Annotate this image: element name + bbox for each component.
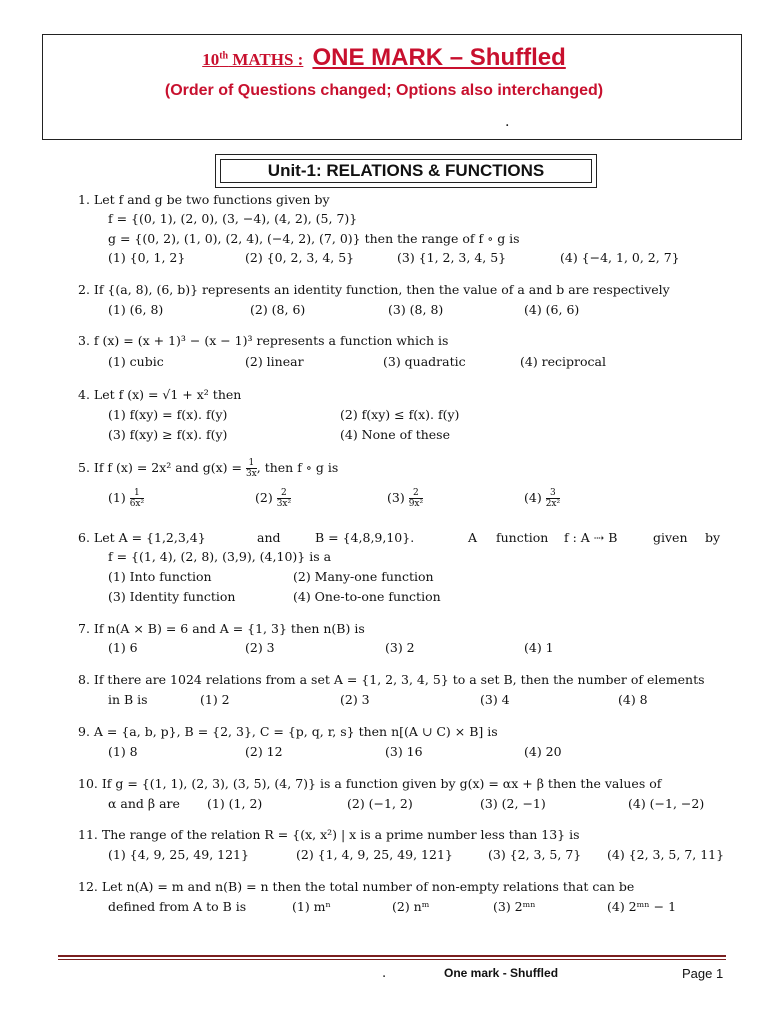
question-7-option-2: (2) 3 <box>245 640 275 655</box>
question-6-stem-f: f : A ⇢ B <box>564 530 618 545</box>
question-3-stem: 3. f (x) = (x + 1)³ − (x − 1)³ represents a function which is <box>78 333 449 348</box>
question-5-stem: 5. If f (x) = 2x² and g(x) = $\frac{1}{3x}$ , then f ∘ g is <box>78 458 339 479</box>
question-6-option-2: (2) Many-one function <box>293 569 434 584</box>
question-3-option-2: (2) linear <box>245 354 304 369</box>
question-4-option-4: (4) None of these <box>340 427 450 442</box>
question-1-stem: 1. Let f and g be two functions given by <box>78 192 330 207</box>
question-5-option-1: (1) $\frac{1}{\text{6x²}}$ <box>108 488 145 509</box>
question-6-stem-c: B = {4,8,9,10}. <box>315 530 415 545</box>
question-10-option-3: (3) (2, −1) <box>480 796 546 811</box>
question-6-stem-a: 6. Let A = {1,2,3,4} <box>78 530 206 545</box>
question-3-option-1: (1) cubic <box>108 354 164 369</box>
question-8-option-3: (3) 4 <box>480 692 510 707</box>
question-7-option-4: (4) 1 <box>524 640 554 655</box>
question-4-option-1: (1) f(xy) = f(x). f(y) <box>108 407 228 422</box>
question-12-option-1: (1) mⁿ <box>292 899 331 914</box>
question-4-option-2: (2) f(xy) ≤ f(x). f(y) <box>340 407 460 422</box>
question-1-option-2: (2) {0, 2, 3, 4, 5} <box>245 250 355 265</box>
footer-title: One mark - Shuffled <box>444 966 559 980</box>
question-6-option-4: (4) One-to-one function <box>293 589 441 604</box>
question-11-option-4: (4) {2, 3, 5, 7, 11} <box>607 847 725 862</box>
question-11-option-3: (3) {2, 3, 5, 7} <box>488 847 582 862</box>
footer-dot: . <box>382 966 387 981</box>
question-3-option-4: (4) reciprocal <box>520 354 607 369</box>
question-11-option-1: (1) {4, 9, 25, 49, 121} <box>108 847 249 862</box>
page-number: Page 1 <box>682 966 724 981</box>
question-4-option-3: (3) f(xy) ≥ f(x). f(y) <box>108 427 228 442</box>
footer-rule-thick <box>58 955 726 957</box>
question-9-option-2: (2) 12 <box>245 744 283 759</box>
question-6-stem-e: function <box>496 530 549 545</box>
question-1-line-f: f = {(0, 1), (2, 0), (3, −4), (4, 2), (5, 7)} <box>108 211 358 226</box>
question-1-line-g: g = {(0, 2), (1, 0), (2, 4), (−4, 2), (7, 0)} then the range of f ∘ g is <box>108 231 520 246</box>
question-6-option-1: (1) Into function <box>108 569 212 584</box>
question-9-option-1: (1) 8 <box>108 744 138 759</box>
question-5-option-2: (2) $\frac{2}{\text{3x²}}$ <box>255 488 292 509</box>
question-1-option-3: (3) {1, 2, 3, 4, 5} <box>397 250 507 265</box>
question-6-stem-g: given <box>653 530 688 545</box>
header-dot: . <box>505 114 510 130</box>
question-2-option-2: (2) (8, 6) <box>250 302 306 317</box>
question-10-stem: 10. If g = {(1, 1), (2, 3), (3, 5), (4, 7)} is a function given by g(x) = αx + β then the values of <box>78 776 662 791</box>
question-12-stem: 12. Let n(A) = m and n(B) = n then the total number of non-empty relations that can be <box>78 879 635 894</box>
question-6-stem-b: and <box>257 530 281 545</box>
question-12-option-4: (4) 2ᵐⁿ − 1 <box>607 899 677 914</box>
question-12-line-2: defined from A to B is <box>108 899 247 914</box>
question-11-stem: 11. The range of the relation R = {(x, x²) | x is a prime number less than 13} is <box>78 827 580 842</box>
question-6-line-2: f = {(1, 4), (2, 8), (3,9), (4,10)} is a <box>108 549 332 564</box>
question-8-stem: 8. If there are 1024 relations from a set A = {1, 2, 3, 4, 5} to a set B, then the number of elements <box>78 672 705 687</box>
question-1-option-4: (4) {−4, 1, 0, 2, 7} <box>560 250 680 265</box>
question-8-option-2: (2) 3 <box>340 692 370 707</box>
question-2-option-1: (1) (6, 8) <box>108 302 164 317</box>
question-5-option-4: (4) $\frac{3}{\text{2x²}}$ <box>524 488 561 509</box>
question-1-option-1: (1) {0, 1, 2} <box>108 250 186 265</box>
question-2-option-3: (3) (8, 8) <box>388 302 444 317</box>
question-9-stem: 9. A = {a, b, p}, B = {2, 3}, C = {p, q, r, s} then n[(A ∪ C) × B] is <box>78 724 498 739</box>
question-2-stem: 2. If {(a, 8), (6, b)} represents an identity function, then the value of a and b are respectively <box>78 282 670 297</box>
unit-heading: Unit-1: RELATIONS & FUNCTIONS <box>220 159 592 183</box>
question-2-option-4: (4) (6, 6) <box>524 302 580 317</box>
question-3-option-3: (3) quadratic <box>383 354 466 369</box>
question-6-option-3: (3) Identity function <box>108 589 236 604</box>
question-11-option-2: (2) {1, 4, 9, 25, 49, 121} <box>296 847 453 862</box>
question-12-option-2: (2) nᵐ <box>392 899 430 914</box>
page-subtitle: (Order of Questions changed; Options also interchanged) <box>164 82 604 99</box>
question-10-line-2: α and β are <box>108 796 180 811</box>
question-5-stem-fraction: $\frac{1}{3x}$ <box>245 458 257 479</box>
question-10-option-1: (1) (1, 2) <box>207 796 263 811</box>
question-8-line-2: in B is <box>108 692 148 707</box>
question-10-option-4: (4) (−1, −2) <box>628 796 705 811</box>
question-7-stem: 7. If n(A × B) = 6 and A = {1, 3} then n(B) is <box>78 621 365 636</box>
question-9-option-4: (4) 20 <box>524 744 562 759</box>
footer-rule-thin <box>58 959 726 960</box>
unit-heading-box <box>215 154 597 188</box>
question-7-option-1: (1) 6 <box>108 640 138 655</box>
question-5-option-3: (3) $\frac{2}{\text{9x²}}$ <box>387 488 424 509</box>
grade-label: 10th MATHS : <box>202 50 304 69</box>
question-4-stem: 4. Let f (x) = √1 + x² then <box>78 387 242 402</box>
question-6-stem-h: by <box>705 530 721 545</box>
question-8-option-4: (4) 8 <box>618 692 648 707</box>
question-9-option-3: (3) 16 <box>385 744 423 759</box>
page-title: ONE MARK – Shuffled <box>312 44 566 71</box>
question-12-option-3: (3) 2ᵐⁿ <box>493 899 536 914</box>
question-7-option-3: (3) 2 <box>385 640 415 655</box>
question-6-stem-d: A <box>468 530 478 545</box>
question-8-option-1: (1) 2 <box>200 692 230 707</box>
question-10-option-2: (2) (−1, 2) <box>347 796 413 811</box>
header-title-row <box>0 44 768 72</box>
